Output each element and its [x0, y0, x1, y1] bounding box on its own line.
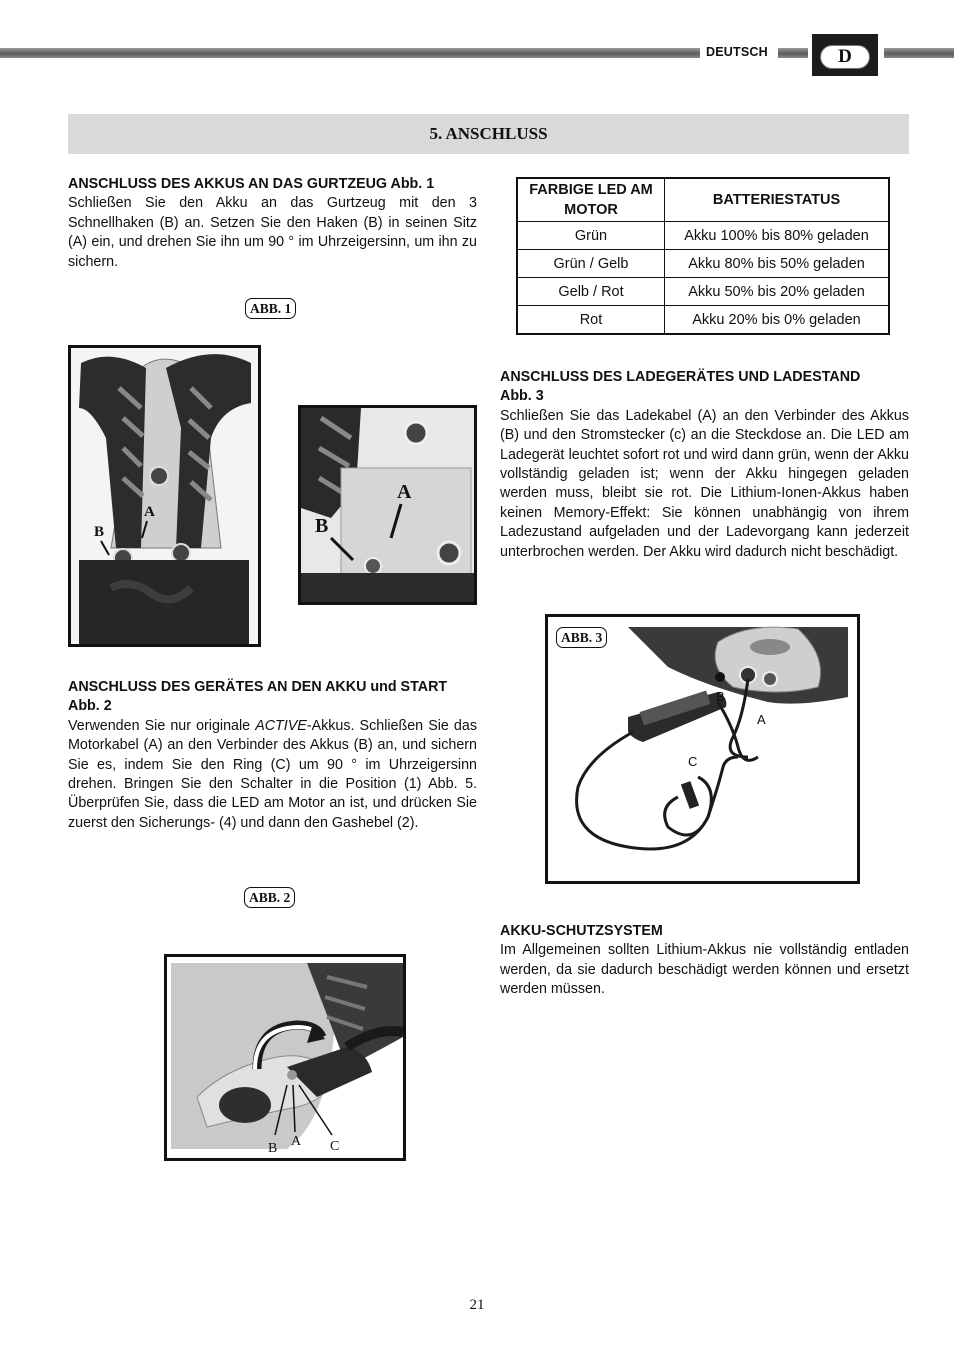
fig3-label: ABB. 3: [556, 627, 607, 648]
device-battery-body-1: Verwenden Sie nur originale: [68, 717, 256, 734]
protection-body: Im Allgemeinen sollten Lithium-Akkus nie vollständig entladen werden, da sie dadurch beschädigt werden können und ersetzt werden müssen.: [500, 942, 909, 998]
fig3-callout-a: A: [757, 712, 766, 727]
table-row: [517, 250, 889, 278]
header-rule-left: [0, 48, 700, 58]
table-cell-led: Gelb / Rot: [517, 278, 665, 306]
fig1-detail-callout-b: B: [315, 515, 329, 537]
table-cell-status: Akku 80% bis 50% geladen: [665, 250, 890, 278]
fig3-callout-b: B: [716, 689, 725, 704]
table-cell-status: Akku 100% bis 80% geladen: [665, 222, 890, 250]
table-cell-led: Rot: [517, 306, 665, 335]
table-row: [517, 222, 889, 250]
fig3-callout-c: C: [688, 754, 698, 769]
fig1-photo-detail: [298, 405, 477, 605]
table-cell-led: Grün: [517, 222, 665, 250]
page-number: 21: [469, 1297, 485, 1313]
connector-illustration: [167, 957, 403, 1158]
table-header-status: BATTERIESTATUS: [665, 178, 890, 222]
language-badge: D: [820, 45, 870, 69]
protection-heading: AKKU-SCHUTZSYSTEM: [500, 923, 663, 939]
device-battery-heading-2: Abb. 2: [68, 698, 112, 715]
battery-harness-body: Schließen Sie den Akku an das Gurtzeug mit den 3 Schnellhaken (B) an. Setzen Sie den Haken (B) in seinen Sitz (A) ein, und drehen Sie ihn um 90 ° im Uhrzeigersinn, um ihn zu sichern.: [68, 195, 477, 270]
table-header-row: [517, 178, 889, 222]
header-rule-mid: [778, 48, 808, 58]
brand-active: ACTIVE: [255, 717, 307, 734]
fig1-detail-callout-a: A: [397, 481, 412, 503]
battery-harness-heading: ANSCHLUSS DES AKKUS AN DAS GURTZEUG Abb. 1: [68, 176, 435, 192]
led-status-table: [516, 177, 890, 335]
fig2-callout-b: B: [268, 1141, 278, 1156]
section-header: [68, 114, 909, 154]
fig2-callout-c: C: [330, 1139, 340, 1154]
language-label: DEUTSCH: [706, 45, 768, 59]
device-battery-text: [68, 678, 477, 833]
fig2-label: ABB. 2: [244, 887, 295, 908]
fig1-photo-harness: [68, 345, 261, 647]
fig2-callout-a: A: [291, 1134, 302, 1149]
table-row: [517, 278, 889, 306]
charger-body: Schließen Sie das Ladekabel (A) an den Verbinder des Akkus (B) und den Stromstecker (c) an die Steckdose an. Die LED am Ladegerät leuchtet sofort rot und wird dann grün, wenn der Akku vollständig geladen ist; wenn der Akku hingegen geladen werden muss, bleibt sie rot. Die Lithium-Ionen-Akkus haben keinen Memory-Effekt: Sie können unabhängig von ihrem Ladezustand aufgeladen und der Ladevorgang kann jederzeit unterbrochen werden. Der Akku wird dadurch nicht beschädigt.: [500, 407, 909, 560]
fig1-label: ABB. 1: [245, 298, 296, 319]
table-row: [517, 306, 889, 335]
table-cell-status: Akku 50% bis 20% geladen: [665, 278, 890, 306]
table-cell-status: Akku 20% bis 0% geladen: [665, 306, 890, 335]
fig3-photo: [545, 614, 860, 884]
fig1-callout-b: B: [94, 524, 105, 540]
device-battery-body-2: -Akkus. Schließen Sie das Motorkabel (A) an den Verbinder des Akkus (B) an, und sichern Sie es, indem Sie den Ring (C) um 90 ° im Uhrzeigersinn drehen. Bringen Sie den Schalter in die Position (1) Abb. 5. Überprüfen Sie, dass die LED am Motor an ist, und drücken Sie zuerst den Sicherungs- (4) und dann den Gashebel (2).: [68, 717, 477, 831]
table-cell-led: Grün / Gelb: [517, 250, 665, 278]
harness-illustration: [71, 348, 258, 644]
charger-text: [500, 368, 909, 562]
header-rule-right: [884, 48, 954, 58]
table-header-led: FARBIGE LED AM MOTOR: [517, 178, 665, 222]
fig1-callout-a: A: [144, 504, 155, 520]
battery-harness-text: [68, 175, 477, 272]
protection-text: [500, 922, 909, 1000]
section-title: 5. ANSCHLUSS: [429, 124, 548, 143]
device-battery-heading-1: ANSCHLUSS DES GERÄTES AN DEN AKKU und START: [68, 679, 448, 695]
charger-illustration: [548, 617, 857, 881]
hook-detail-illustration: [301, 408, 474, 602]
fig2-photo: [164, 954, 406, 1161]
charger-heading-1: ANSCHLUSS DES LADEGERÄTES UND LADESTAND: [500, 369, 861, 385]
charger-heading-2: Abb. 3: [500, 388, 544, 405]
